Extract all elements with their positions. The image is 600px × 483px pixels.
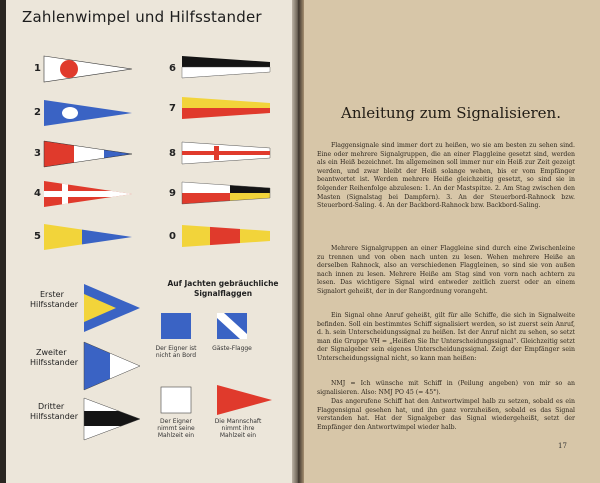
pennant-number-4: 4 (34, 188, 41, 199)
pennant-6-flag (180, 54, 272, 80)
pennant-number-5: 5 (34, 231, 41, 242)
substitute-3-flag (82, 396, 142, 442)
substitute-1-label: Erster Hilfsstander (30, 290, 79, 309)
guest-flag (216, 312, 248, 340)
paragraph-5: Das angerufene Schiff hat den Antwortwimpel halb zu setzen, sobald es ein Flaggensignal gesehen hat, und ihn ganz vorzuheißen, sobald es das Signal verstanden hat. Hat der Signalgeber das Signal wiedergeheißt, setzt der Empfänger den Antwortwimpel wieder halb. (317, 398, 575, 431)
pennant-number-6: 6 (169, 63, 176, 74)
paragraph-2: Mehrere Signalgruppen an einer Flaggleine sind durch eine Zwischenleine zu trennen und von oben nach unten zu lesen. Wehen mehrere Heiße an derselben Rahnock, also an verschiedenen Flaggleinen, so sind sie von außen nach innen zu lesen. Mehrere Heiße am Stag sind von vorn nach achtern zu lesen. Das wichtigere Signal wird entweder zeitlich zuerst oder an einem Signalort geheißt, der in der Rangordnung vorangeht. (317, 245, 575, 295)
book-gutter (292, 0, 304, 483)
pennant-2-flag (42, 98, 134, 128)
owner-absent-caption: Der Eigner ist nicht an Bord (155, 345, 197, 359)
crew-meal-caption: Die Mannschaft nimmt ihre Mahlzeit ein (214, 418, 262, 439)
guest-flag-caption: Gäste-Flagge (212, 345, 252, 352)
substitute-2-flag (82, 340, 142, 392)
right-page-title: Anleitung zum Signalisieren. (341, 104, 561, 122)
left-page-title: Zahlenwimpel und Hilfsstander (22, 8, 262, 26)
pennant-number-2: 2 (34, 107, 41, 118)
pennant-number-0: 0 (169, 231, 176, 242)
substitute-2-label: Zweiter Hilfsstander (30, 348, 79, 367)
page-number: 17 (558, 442, 567, 450)
paragraph-1: Flaggensignale sind immer dort zu heißen, wo sie am besten zu sehen sind. Eine oder mehrere Signalgruppen, die an einer Flaggleine gesetzt sind, werden als ein Heiß bezeichnet. Im allgemeinen soll immer nur ein Heiß zur Zeit gezeigt werden, und zwar bleibt der Heiß solange wehen, bis er vom Empfänger beantwortet ist. Werden mehrere Heiße gleichzeitig gesetzt, so sind sie in folgender Reihenfolge abzulesen: 1. An der Mastspitze. 2. Am Stag zwischen den Masten (Signalstag bei Dampfern). 3. An der Steuerbord-Rahnock bzw. Steuerbord-Saling. 4. An der Backbord-Rahnock bzw. Backbord-Saling. (317, 142, 575, 210)
pennant-9-flag (180, 180, 272, 206)
substitute-3-label: Dritter Hilfsstander (30, 402, 79, 421)
pennant-number-7: 7 (169, 103, 176, 114)
pennant-3-flag (42, 139, 134, 169)
pennant-number-8: 8 (169, 148, 176, 159)
pennant-4-flag (42, 179, 134, 209)
paragraph-4: NMJ = Ich wünsche mit Schiff in (Peilung angeben) von mir so an signalisieren. Also: NMJ PO 45 (= 45°). (317, 380, 575, 396)
pennant-5-flag (42, 222, 134, 252)
yacht-flags-heading: Auf Jachten gebräuchliche Signalflaggen (167, 279, 279, 298)
pennant-number-1: 1 (34, 63, 41, 74)
pennant-1-flag (42, 54, 134, 84)
pennant-7-flag (180, 95, 272, 121)
crew-meal-flag (216, 384, 274, 416)
pennant-8-flag (180, 140, 272, 166)
pennant-number-9: 9 (169, 188, 176, 199)
pennant-number-3: 3 (34, 148, 41, 159)
substitute-1-flag (82, 282, 142, 334)
owner-meal-caption: Der Eigner nimmt seine Mahlzeit ein (157, 418, 195, 439)
owner-meal-flag (160, 386, 192, 414)
paragraph-3: Ein Signal ohne Anruf geheißt, gilt für alle Schiffe, die sich in Signalweite befinden. Soll ein bestimmtes Schiff signalisiert werden, so ist zuerst sein Anruf, d. h. sein Unterscheidungssignal zu heißen. Ist der Anruf nicht zu sehen, so setzt man die Gruppe VH = „Heißen Sie Ihr Unterscheidungssignal“. Gleichzeitig setzt der Signalgeber sein eigenes Unterscheidungssignal. Zeigt der Empfänger sein Unterscheidungssignal nicht, so kann man heißen: (317, 312, 575, 362)
pennant-0-flag (180, 223, 272, 249)
owner-absent-flag (160, 312, 192, 340)
